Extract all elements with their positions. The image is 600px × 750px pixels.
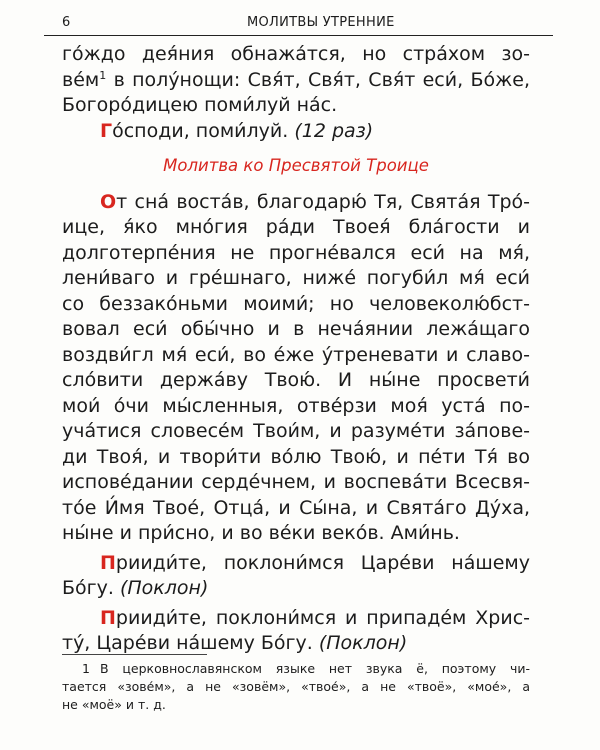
footnote-line: 1 В церковнославянском языке нет звука ё, поэтому чи- [82,661,530,676]
text-line: Прииди́те, поклони́мся и припаде́м Хрис- [100,606,530,629]
running-title: МОЛИТВЫ УТРЕННИЕ [247,15,395,30]
footnote-reference[interactable]: 1 [99,68,107,82]
text-line: то́е И́мя Твое́, Отца́, и Сы́на, и Свята́го Ду́ха, [62,496,530,519]
text-line: го́ждо дея́ния обнажа́тся, но стра́хом зо- [62,43,530,65]
text-line: ди Твоя́, и твори́ти во́лю Твою́, и пе́ти Тя́ во [62,445,530,468]
running-header [44,13,553,36]
text-line: Бо́гу. (Поклон) [62,577,209,599]
page-number: 6 [62,15,71,30]
text-line: воздви́гл мя́ еси́, во е́же у́треневати и славо- [62,343,530,366]
red-initial: П [100,606,116,629]
red-initial: П [100,551,116,574]
footnote [62,660,530,714]
response-line: Го́споди, поми́луй. (12 раз) [100,119,374,142]
text-line: долготерпе́ния не прогне́вался еси́ на мя́, [62,241,530,264]
text-line: сло́вити держа́ву Твою́. И ны́не просвети́ [62,369,530,391]
text-line: лени́ваго и гре́шнаго, ниже́ погуби́л мя́ еси́ [62,267,530,289]
text-line: ице, я́ко мно́гия ра́ди Твоея́ бла́гости и [62,216,530,238]
red-initial: О [100,190,117,213]
text-line: От сна́ воста́в, благодарю́ Тя, Свята́я Тро́- [100,190,530,213]
footnote-line: тается «зове́м», а не «зовём», «твое́», а не «твоё», «мое́», а [62,679,530,694]
text-line: вовал еси́ обы́чно и в неча́янии лежа́щаго [62,318,530,340]
rubric-note: (Поклон) [119,577,209,599]
rubric-note: (Поклон) [318,632,408,654]
footnote-line: не «моё» и т. д. [62,697,166,712]
text-line: ны́не и при́сно, и во ве́ки веко́в. Ами́нь. [62,522,460,544]
text-line: ту́, Царе́ви на́шему Бо́гу. (Поклон) [62,632,408,654]
text-line: $ве́м^1$ в полу́нощи: Свя́т, Свя́т, Свя́т еси́, Бо́же, [62,68,530,91]
text-line: уча́тися словесе́м Твои́м, и разуме́ти за́пове- [62,420,530,442]
prayer-heading: Молитва ко Пресвятой Троице [163,156,429,175]
red-initial: Г [100,119,113,142]
text-line: со беззако́ньми моими́; но человеколю́бст- [62,292,530,315]
body-text [62,42,530,657]
rubric-note: (12 раз) [294,119,374,142]
footnote-mark: 1 [82,661,90,676]
text-line: испове́дании серде́чнем, и воспева́ти Всесвя- [62,471,530,493]
footnote-divider [62,654,207,655]
text-line: Прииди́те, поклони́мся Царе́ви на́шему [100,551,530,574]
text-line: мои́ о́чи мы́сленныя, отве́рзи моя́ уста́ по- [62,394,530,417]
text-line: Богоро́дицею поми́луй на́с. [62,94,338,116]
